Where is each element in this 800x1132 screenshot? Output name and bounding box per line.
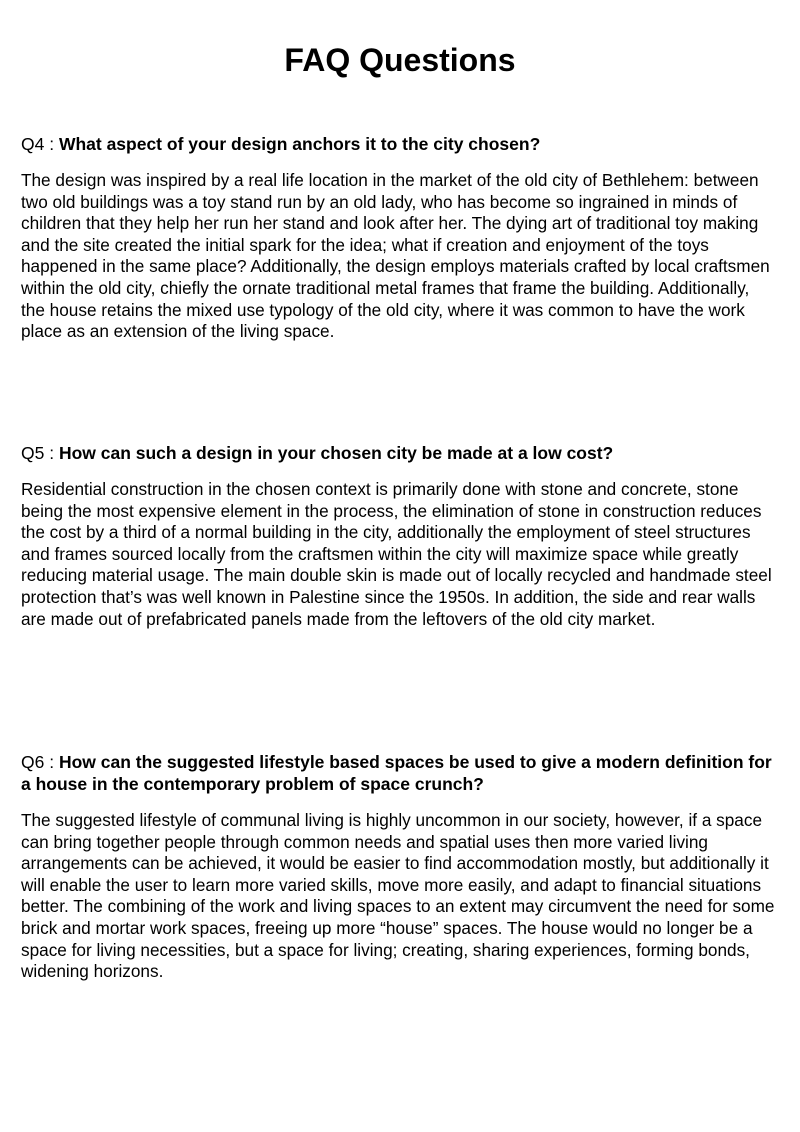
faq-item-q4 bbox=[21, 133, 776, 343]
faq-answer: Residential construction in the chosen context is primarily done with stone and concrete, stone being the most expensive element in the process, the elimination of stone in construction reduces the cost by a third of a normal building in the city, additionally the employment of steel structures and frames sourced locally from the craftsmen within the city will maximize space while greatly reducing material usage. The main double skin is made out of locally recycled and handmade steel protection that’s was well known in Palestine since the 1950s. In addition, the side and rear walls are made out of prefabricated panels made from the leftovers of the old city market. bbox=[21, 479, 772, 629]
question-number: Q5 : bbox=[21, 443, 59, 463]
question-number: Q4 : bbox=[21, 134, 59, 154]
faq-item-q6 bbox=[21, 751, 776, 983]
question-text: What aspect of your design anchors it to the city chosen? bbox=[58, 134, 541, 154]
faq-answer: The suggested lifestyle of communal living is highly uncommon in our society, however, if a space can bring together people through common needs and spatial uses then more varied living arrangements can be achieved, it would be easier to find accommodation mostly, but additionally it will enable the user to learn more varied skills, move more easily, and adapt to financial situations better. The combining of the work and living spaces to an extent may circumvent the need for some brick and mortar work spaces, freeing up more “house” spaces. The house would no longer be a space for living necessities, but a space for living; creating, sharing experiences, forming bonds, widening horizons. bbox=[21, 810, 775, 982]
question-number: Q6 : bbox=[21, 752, 59, 772]
page-title: FAQ Questions bbox=[284, 42, 516, 78]
faq-question bbox=[21, 751, 776, 795]
faq-question bbox=[21, 133, 776, 155]
faq-answer: The design was inspired by a real life location in the market of the old city of Bethlehem: between two old buildings was a toy stand run by an old lady, who has become so ingrained in minds of children that they help her run her stand and look after her. The dying art of traditional toy making and the site created the initial spark for the idea; what if creation and enjoyment of the toys happened in the same place? Additionally, the design employs materials crafted by local craftsmen within the old city, chiefly the ornate traditional metal frames that frame the building. Additionally, the house retains the mixed use typology of the old city, where it was common to have the work place as an extension of the living space. bbox=[21, 170, 770, 342]
faq-item-q5 bbox=[21, 442, 776, 630]
faq-question bbox=[21, 442, 776, 464]
question-text: How can such a design in your chosen city be made at a low cost? bbox=[58, 443, 614, 463]
question-text: How can the suggested lifestyle based spaces be used to give a modern definition for a house in the contemporary problem of space crunch? bbox=[21, 752, 772, 794]
